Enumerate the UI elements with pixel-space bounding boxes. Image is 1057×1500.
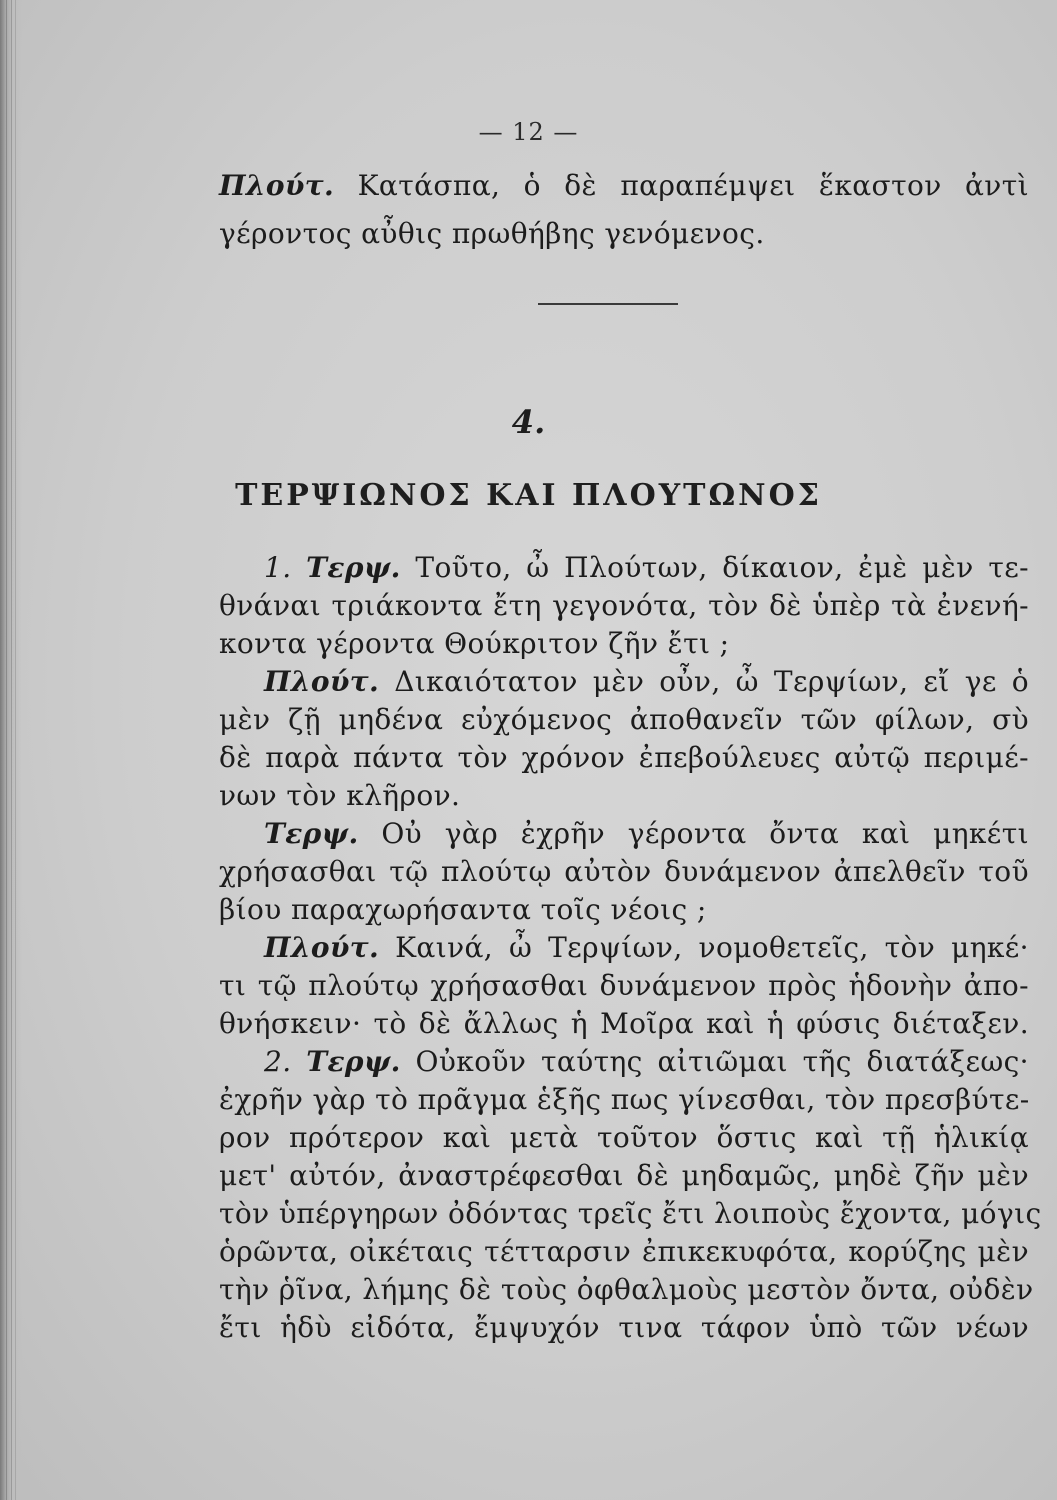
text-line: ἐχρῆν γὰρ τὸ πρᾶγμα ἑξῆς πως γίνεσθαι, τὸν πρεσβύτε-: [219, 1083, 1030, 1116]
speaker-label: Πλούτ.: [264, 931, 380, 964]
page-edge-line: [11, 0, 12, 1500]
text-line: [264, 664, 1029, 700]
section-title: ΤΕΡΨΙΩΝΟΣ ΚΑΙ ΠΛΟΥΤΩΝΟΣ: [235, 478, 822, 513]
line-text: Οὐ γὰρ ἐχρῆν γέροντα ὄντα καὶ μηκέτι: [381, 817, 1029, 850]
text-line: κοντα γέροντα Θούκριτον ζῆν ἔτι ;: [219, 627, 730, 660]
text-line: θνάναι τριάκοντα ἔτη γεγονότα, τὸν δὲ ὑπὲρ τὰ ἐνενή-: [219, 589, 1029, 622]
speaker-label: Πλούτ.: [219, 169, 335, 202]
text-line: τὸν ὑπέργηρων ὀδόντας τρεῖς ἔτι λοιποὺς ἔχοντα, μόγις: [219, 1197, 1042, 1230]
section-number: 4.: [511, 403, 546, 441]
paragraph-number: 2.: [264, 1045, 292, 1078]
speaker-label: Τερψ.: [306, 551, 401, 584]
text-line: [264, 1044, 1029, 1080]
line-text: Δικαιότατον μὲν οὖν, ὦ Τερψίων, εἴ γε ὁ: [394, 665, 1029, 698]
page-number: — 12 —: [478, 118, 579, 146]
text-line: τὴν ῥῖνα, λήμης δὲ τοὺς ὀφθαλμοὺς μεστὸν ὄντα, οὐδὲν: [219, 1273, 1034, 1306]
line-text: Κατάσπα, ὁ δὲ παραπέμψει ἕκαστον ἀντὶ: [357, 169, 1029, 202]
text-line: [219, 168, 1029, 204]
text-line: χρήσασθαι τῷ πλούτῳ αὐτὸν δυνάμενον ἀπελθεῖν τοῦ: [219, 855, 1029, 888]
text-line: μὲν ζῇ μηδένα εὐχόμενος ἀποθανεῖν τῶν φίλων, σὺ: [219, 703, 1029, 736]
speaker-label: Τερψ.: [264, 817, 359, 850]
text-line: μετ' αὐτόν, ἀναστρέφεσθαι δὲ μηδαμῶς, μηδὲ ζῆν μὲν: [219, 1159, 1029, 1192]
text-line: [264, 816, 1029, 852]
line-text: Καινά, ὦ Τερψίων, νομοθετεῖς, τὸν μηκέ·: [395, 931, 1029, 964]
text-line: βίου παραχωρήσαντα τοῖς νέοις ;: [219, 893, 707, 926]
page-edge-line: [6, 0, 7, 1500]
text-line: [264, 550, 1029, 586]
speaker-label: Τερψ.: [306, 1045, 401, 1078]
text-line: δὲ παρὰ πάντα τὸν χρόνον ἐπεβούλευες αὐτῷ περιμέ-: [219, 741, 1029, 774]
text-line: θνήσκειν· τὸ δὲ ἄλλως ἡ Μοῖρα καὶ ἡ φύσις διέταξεν.: [219, 1007, 1029, 1040]
text-line: ὁρῶντα, οἰκέταις τέτταρσιν ἐπικεκυφότα, κορύζης μὲν: [219, 1235, 1029, 1268]
page-edge-line: [15, 0, 16, 1500]
line-text: Τοῦτο, ὦ Πλούτων, δίκαιον, ἐμὲ μὲν τε-: [415, 551, 1029, 584]
line-text: Οὐκοῦν ταύτης αἰτιῶμαι τῆς διατάξεως·: [415, 1045, 1029, 1078]
section-divider: [538, 303, 678, 305]
paragraph-number: 1.: [264, 551, 292, 584]
text-line: [264, 930, 1029, 966]
text-line: τι τῷ πλούτῳ χρήσασθαι δυνάμενον πρὸς ἡδονὴν ἀπο-: [219, 969, 1029, 1002]
text-line: ἔτι ἡδὺ εἰδότα, ἔμψυχόν τινα τάφον ὑπὸ τῶν νέων: [219, 1311, 1029, 1344]
text-line: νων τὸν κλῆρον.: [219, 779, 461, 812]
text-line: γέροντος αὖθις πρωθήβης γενόμενος.: [219, 217, 765, 250]
speaker-label: Πλούτ.: [264, 665, 380, 698]
text-line: ρον πρότερον καὶ μετὰ τοῦτον ὅστις καὶ τῇ ἡλικίᾳ: [219, 1121, 1029, 1154]
